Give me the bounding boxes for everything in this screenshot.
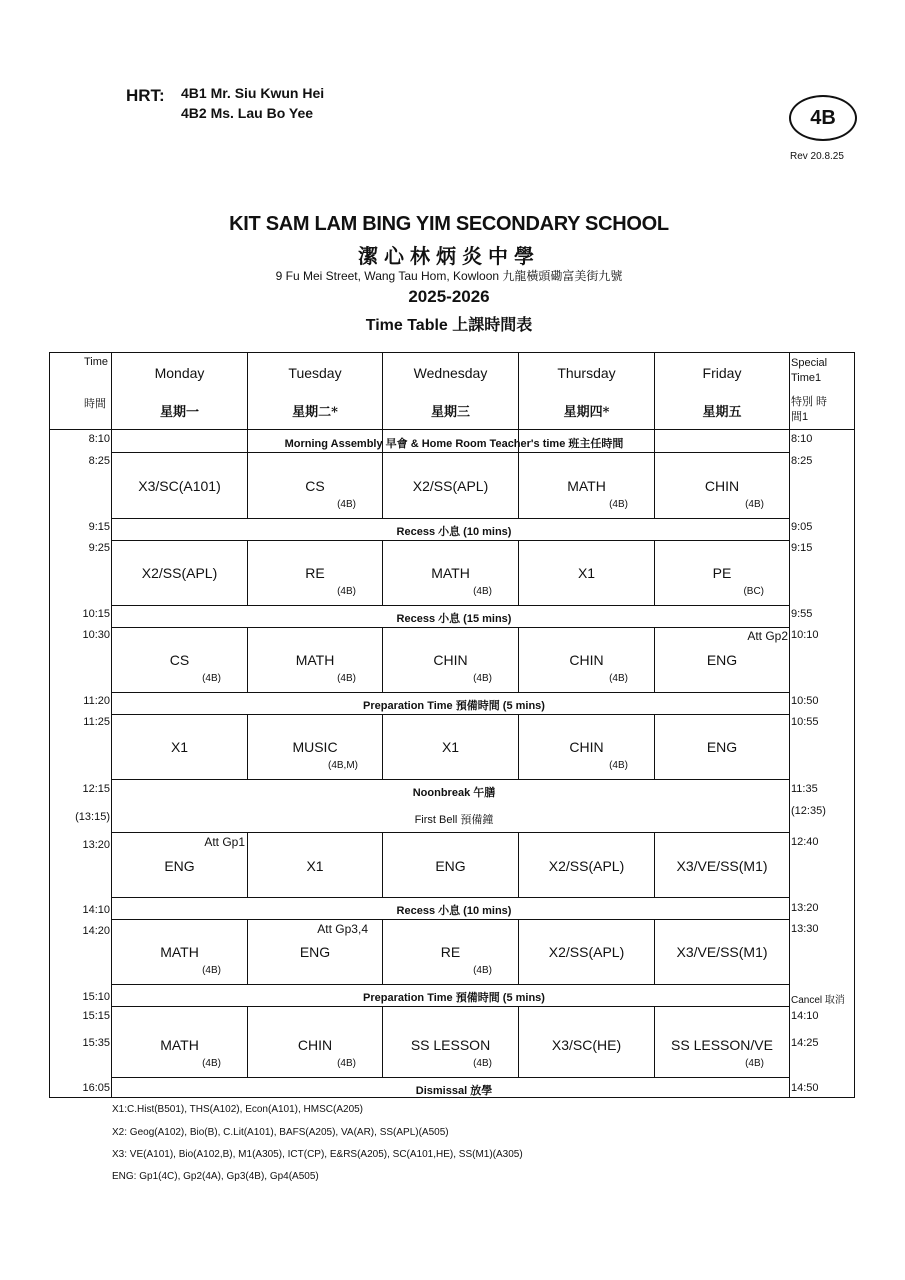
grid-line (111, 984, 790, 985)
footnote-x1: X1:C.Hist(B501), THS(A102), Econ(A101), HMSC(A205) (112, 1104, 364, 1115)
lesson-room: (4B,M) (328, 760, 358, 771)
special-time-label: 9:05 (791, 521, 813, 533)
lesson-room: (4B) (202, 1058, 221, 1069)
lesson-subject: ENG (164, 858, 195, 874)
grid-line (111, 692, 790, 693)
lesson-note: Att Gp1 (204, 835, 245, 849)
time-label: 8:10 (88, 433, 110, 445)
lesson-room: (4B) (609, 673, 628, 684)
time-label: 9:15 (88, 521, 110, 533)
special-time-label: 10:50 (791, 695, 819, 707)
class-badge: 4B (789, 95, 857, 141)
lesson-room: (BC) (743, 586, 764, 597)
time-header-en: Time (84, 356, 109, 368)
grid-line (111, 518, 790, 519)
lesson-note: Att Gp3,4 (317, 922, 368, 936)
time-label: 11:25 (83, 716, 110, 728)
hrt-label: HRT: (126, 86, 165, 105)
grid-line (111, 605, 790, 606)
special-time-label: 13:30 (791, 923, 819, 935)
grid-line (111, 779, 790, 780)
lesson-subject: MATH (160, 1037, 199, 1053)
lesson-subject: RE (305, 565, 325, 581)
grid-line (789, 353, 790, 1097)
footnote-x3: X3: VE(A101), Bio(A102,B), M1(A305), ICT(CP), E&RS(A205), SC(A101,HE), SS(M1)(A305) (112, 1149, 523, 1160)
time-label: 15:10 (82, 991, 110, 1003)
day-monday-zh: 星期一 (159, 405, 199, 420)
special-time-header-zh: 特別 時間1 (791, 396, 828, 423)
time-label: 16:05 (82, 1082, 110, 1094)
time-label: 13:20 (82, 839, 110, 851)
timetable-grid (49, 352, 855, 1098)
lesson-room: (4B) (337, 499, 356, 510)
lesson-note: Att Gp2 (747, 629, 788, 643)
lesson-room: (4B) (202, 965, 221, 976)
grid-line (111, 714, 790, 715)
band-first-bell: First Bell 預備鐘 (414, 814, 494, 826)
footnote-eng: ENG: Gp1(4C), Gp2(4A), Gp3(4B), Gp4(A505) (112, 1171, 319, 1182)
school-year: 2025-2026 (408, 287, 490, 306)
grid-line (111, 897, 790, 898)
time-label: 12:15 (82, 783, 110, 795)
lesson-subject: ENG (706, 739, 738, 755)
band-prep-1: Preparation Time 預備時間 (5 mins) (363, 700, 545, 712)
lesson-subject: RE (440, 944, 461, 960)
special-time-label: 11:35 (791, 783, 818, 795)
day-friday-zh: 星期五 (702, 405, 742, 420)
time-label: 10:30 (82, 629, 110, 641)
lesson-subject: ENG (299, 944, 331, 960)
lesson-room: (4B) (473, 965, 492, 976)
band-recess-1: Recess 小息 (10 mins) (396, 526, 512, 538)
day-friday: Friday (702, 365, 742, 381)
lesson-subject: X2/SS(APL) (412, 478, 489, 494)
grid-line (111, 627, 790, 628)
day-wednesday: Wednesday (413, 365, 488, 381)
lesson-room: (4B) (473, 1058, 492, 1069)
lesson-subject: CHIN (297, 1037, 333, 1053)
grid-line (50, 429, 854, 430)
lesson-subject: X3/SC(A101) (138, 478, 221, 494)
lesson-subject: MUSIC (292, 739, 338, 755)
lesson-subject: MATH (160, 944, 199, 960)
band-assembly: Morning Assembly 早會 & Home Room Teacher's time 班主任時間 (284, 438, 624, 450)
lesson-room: (4B) (609, 760, 628, 771)
lesson-subject: X1 (441, 739, 460, 755)
timetable-title: Time Table 上課時間表 (365, 317, 533, 334)
lesson-subject: CHIN (569, 652, 604, 668)
lesson-room: (4B) (337, 586, 356, 597)
special-time-label: 8:25 (791, 455, 813, 467)
lesson-room: (4B) (473, 586, 492, 597)
school-address: 9 Fu Mei Street, Wang Tau Hom, Kowloon 九龍橫頭磡富美街九號 (275, 269, 623, 283)
time-label: 9:25 (88, 542, 110, 554)
special-time-label: 8:10 (791, 433, 813, 445)
revision-label: Rev 20.8.25 (790, 151, 844, 162)
footnote-x2: X2: Geog(A102), Bio(B), C.Lit(A101), BAFS(A205), VA(AR), SS(APL)(A505) (112, 1127, 449, 1138)
lesson-room: (4B) (473, 673, 492, 684)
hrt-teacher-4b2: 4B2 Ms. Lau Bo Yee (181, 105, 314, 121)
lesson-room: (4B) (745, 499, 764, 510)
special-time-label: 9:55 (791, 608, 813, 620)
lesson-subject: ENG (435, 858, 466, 874)
band-dismissal: Dismissal 放學 (415, 1085, 493, 1097)
band-noonbreak: Noonbreak 午膳 (412, 787, 496, 799)
lesson-subject: CHIN (569, 739, 604, 755)
lesson-subject: X3/VE/SS(M1) (676, 858, 768, 874)
school-name-en: KIT SAM LAM BING YIM SECONDARY SCHOOL (229, 213, 669, 235)
special-time-label: 10:55 (791, 716, 819, 728)
lesson-room: (4B) (202, 673, 221, 684)
lesson-room: (4B) (609, 499, 628, 510)
lesson-subject: X2/SS(APL) (548, 944, 625, 960)
day-tuesday: Tuesday (288, 365, 342, 381)
day-wednesday-zh: 星期三 (430, 405, 470, 420)
lesson-room: (4B) (337, 673, 356, 684)
day-thursday: Thursday (557, 365, 616, 381)
lesson-subject: ENG (706, 652, 738, 668)
special-time-label: 9:15 (791, 542, 813, 554)
day-tuesday-zh: 星期二* (292, 405, 338, 420)
band-prep-2: Preparation Time 預備時間 (5 mins) (363, 992, 545, 1004)
lesson-subject: MATH (567, 478, 606, 494)
special-time-label: 13:20 (791, 902, 819, 914)
special-time-label: 14:10 (791, 1010, 819, 1022)
band-recess-3: Recess 小息 (10 mins) (396, 905, 512, 917)
time-label: (13:15) (75, 811, 110, 823)
lesson-subject: CS (305, 478, 325, 494)
special-time-label: (12:35) (791, 805, 826, 817)
special-time-label: Cancel 取消 (791, 995, 845, 1006)
special-time-label: 14:25 (791, 1037, 819, 1049)
grid-line (111, 919, 790, 920)
time-label: 15:15 (82, 1010, 110, 1022)
lesson-room: (4B) (337, 1058, 356, 1069)
grid-line (111, 1077, 790, 1078)
lesson-subject: SS LESSON/VE (671, 1037, 773, 1053)
lesson-subject: CHIN (433, 652, 468, 668)
lesson-subject: X1 (577, 565, 596, 581)
special-time-label: 10:10 (791, 629, 819, 641)
grid-line (111, 540, 790, 541)
time-label: 10:15 (82, 608, 110, 620)
lesson-subject: SS LESSON (410, 1037, 491, 1053)
time-label: 15:35 (82, 1037, 110, 1049)
band-recess-2: Recess 小息 (15 mins) (396, 613, 512, 625)
lesson-subject: X2/SS(APL) (548, 858, 625, 874)
special-time-label: 14:50 (791, 1082, 819, 1094)
time-label: 14:20 (82, 925, 110, 937)
school-name-zh: 潔心林炳炎中學 (358, 244, 540, 268)
lesson-subject: CHIN (704, 478, 740, 494)
grid-line (111, 832, 790, 833)
lesson-subject: X3/SC(HE) (551, 1037, 622, 1053)
time-header-zh: 時間 (84, 397, 106, 410)
day-thursday-zh: 星期四* (563, 405, 610, 420)
lesson-subject: MATH (431, 565, 470, 581)
lesson-subject: X2/SS(APL) (141, 565, 218, 581)
time-label: 11:20 (83, 695, 110, 707)
lesson-subject: PE (712, 565, 732, 581)
lesson-room: (4B) (745, 1058, 764, 1069)
grid-line (111, 353, 112, 1097)
lesson-subject: MATH (295, 652, 335, 668)
lesson-subject: X1 (170, 739, 189, 755)
lesson-subject: X1 (306, 858, 324, 874)
lesson-subject: CS (169, 652, 190, 668)
special-time-header-en: Special Time1 (791, 357, 828, 384)
grid-line (111, 452, 790, 453)
hrt-teacher-4b1: 4B1 Mr. Siu Kwun Hei (181, 85, 325, 101)
lesson-subject: X3/VE/SS(M1) (676, 944, 768, 960)
special-time-label: 12:40 (791, 836, 819, 848)
day-monday: Monday (154, 365, 205, 381)
grid-line (111, 1006, 790, 1007)
time-label: 14:10 (82, 904, 110, 916)
time-label: 8:25 (88, 455, 110, 467)
